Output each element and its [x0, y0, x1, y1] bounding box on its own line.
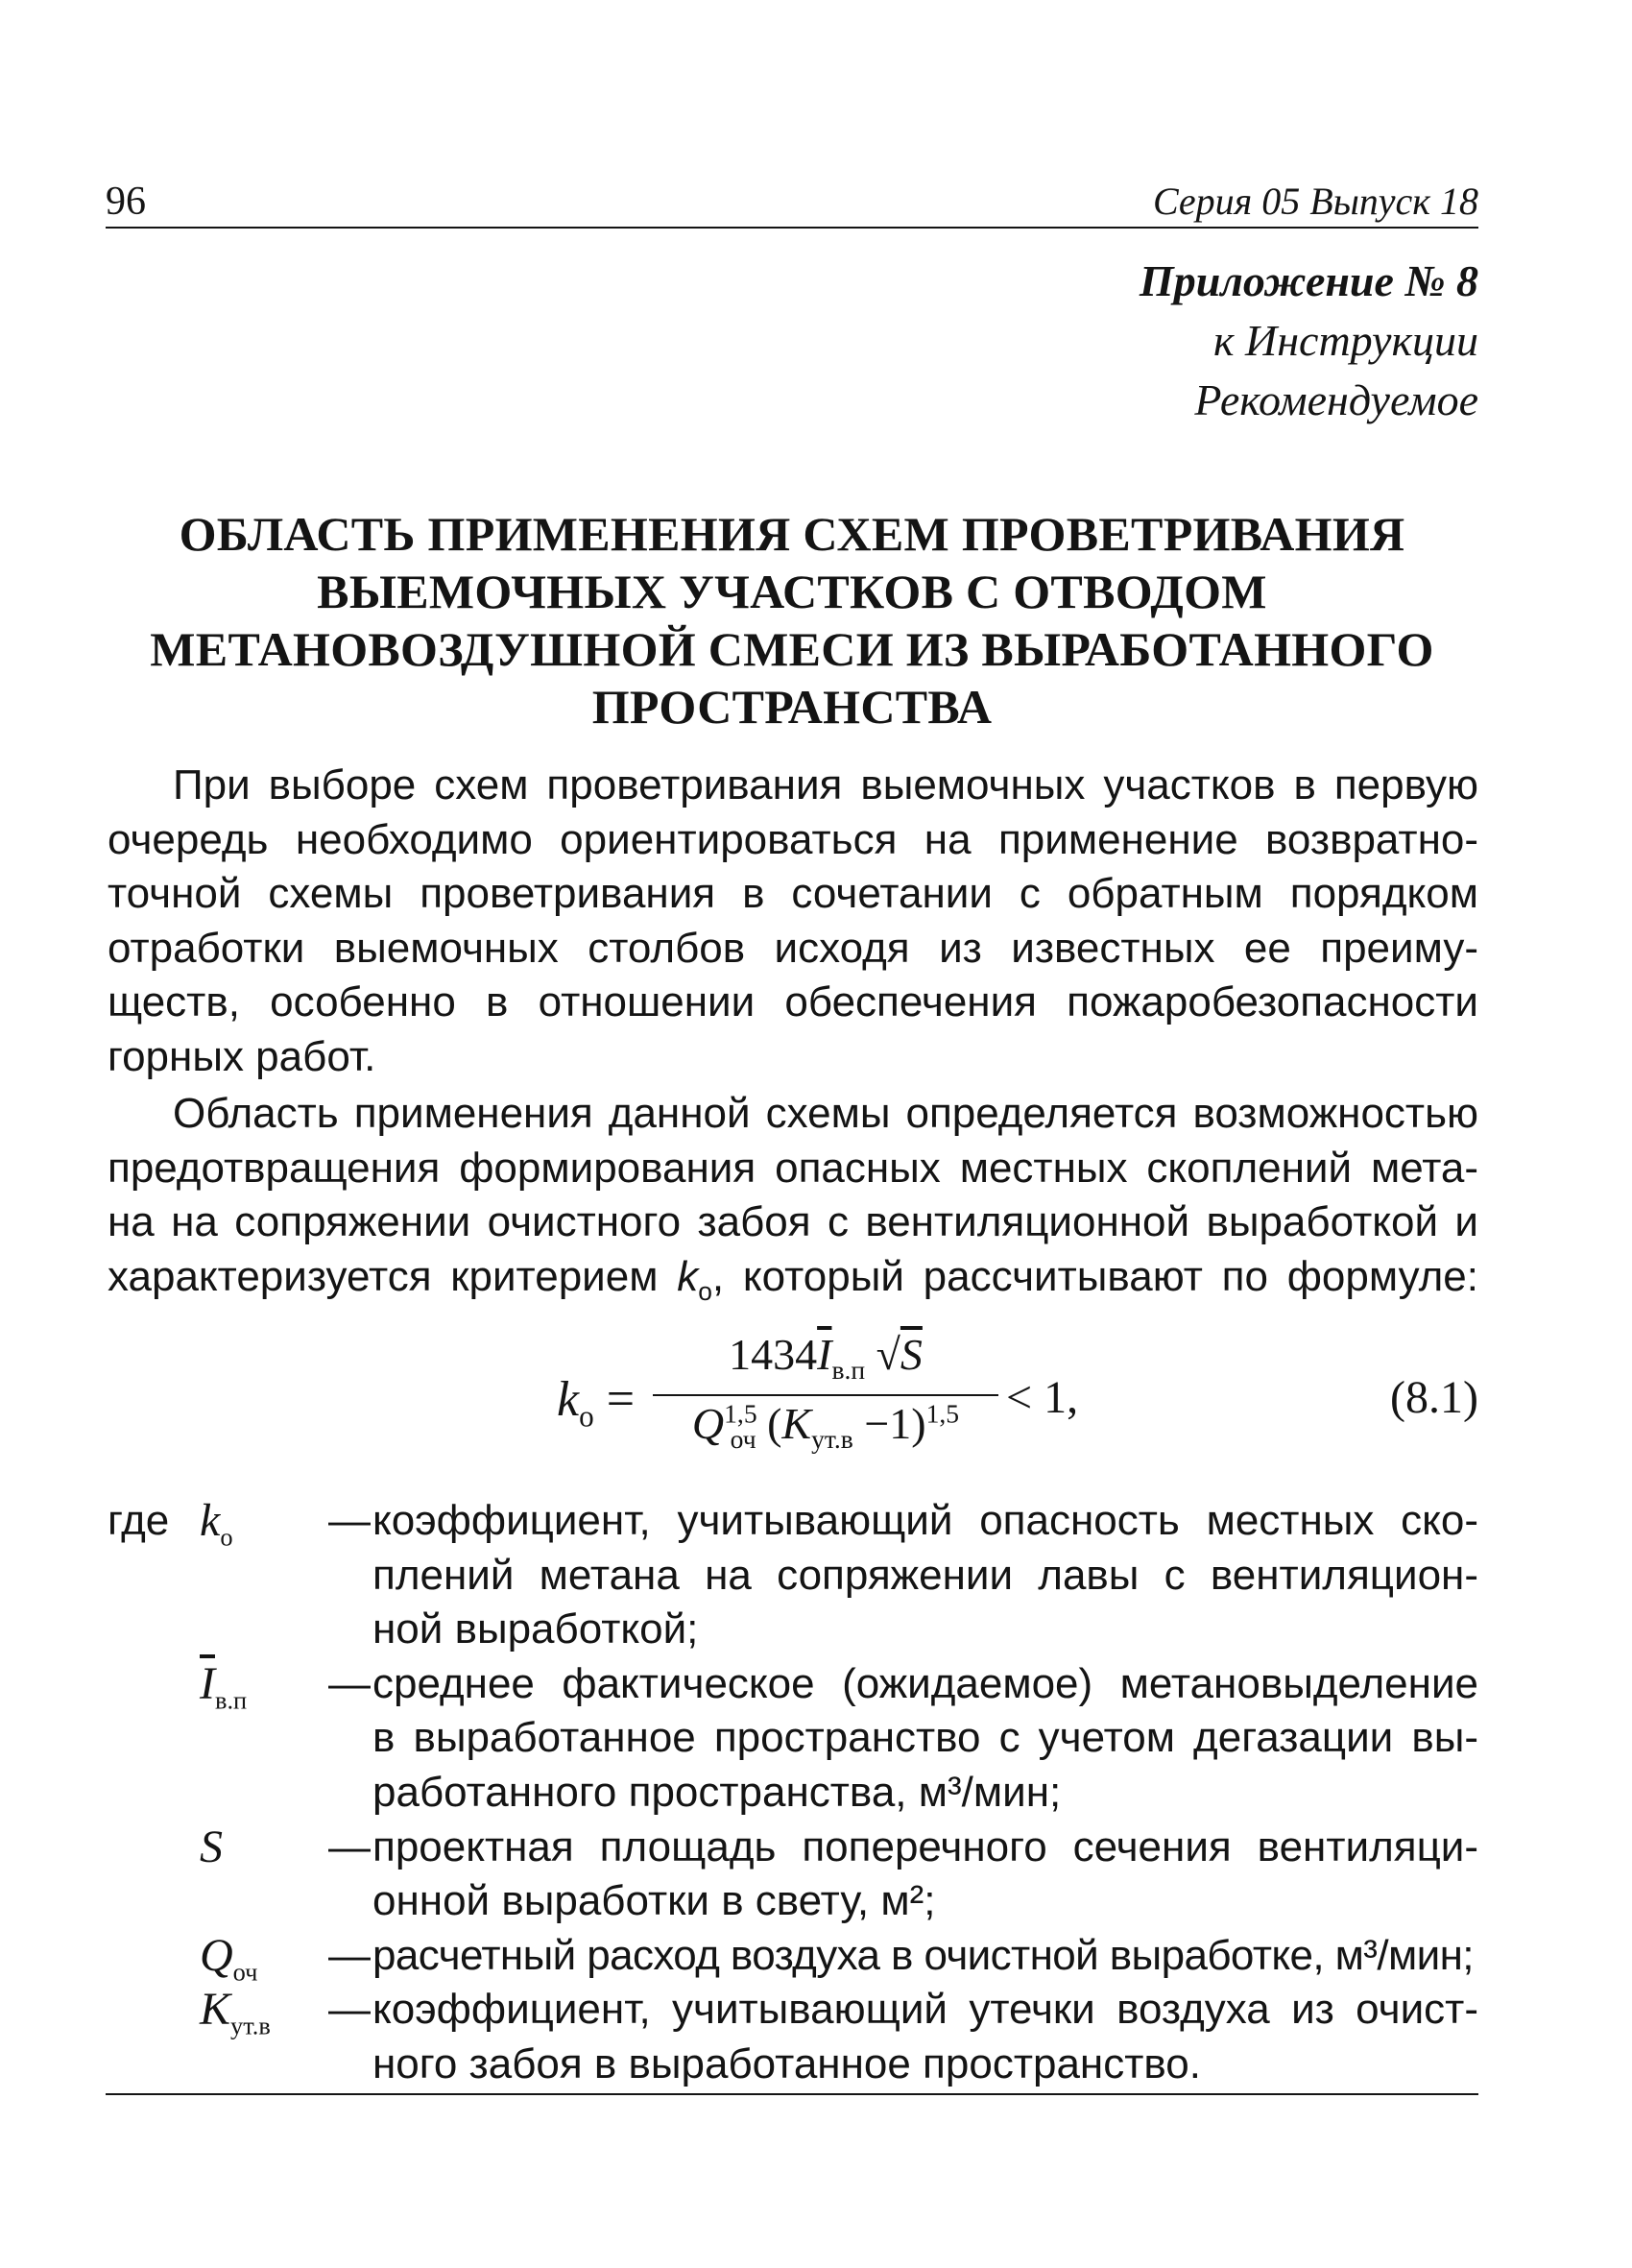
text-line: предотвращения формирования опасных местных скоплений мета- — [108, 1144, 1478, 1192]
text-line: При выборе схем проветривания выемочных участков в первую — [173, 761, 1478, 808]
section-title-line: ОБЛАСТЬ ПРИМЕНЕНИЯ СХЕМ ПРОВЕТРИВАНИЯ — [179, 507, 1405, 561]
formula-equals: = — [606, 1372, 636, 1427]
formula-subscript: ут.в — [811, 1424, 853, 1455]
formula-symbol-i: $\overline{I}$ — [817, 1330, 832, 1379]
paragraph-2 — [108, 1087, 1478, 1318]
text-line: точной схемы проветривания в сочетании с обратным порядком — [108, 870, 1478, 918]
appendix-title: Приложение № 8 — [1139, 256, 1478, 305]
formula-8-1 — [557, 1329, 1478, 1483]
formula-denominator — [653, 1398, 998, 1455]
text-line: коэффициент, учитывающий опасность местных ско- — [372, 1497, 1478, 1544]
text-fragment: характеризуется критерием — [108, 1252, 678, 1300]
formula-symbol-q: Q — [691, 1399, 725, 1448]
paragraph-1 — [108, 759, 1478, 1085]
criterion-subscript: о — [698, 1276, 712, 1306]
legend — [108, 1494, 1478, 2092]
legend-dash: — — [328, 1931, 371, 1979]
text-line: онной выработки в свету, м²; — [372, 1877, 936, 1925]
section-title-line: МЕТАНОВОЗДУШНОЙ СМЕСИ ИЗ ВЫРАБОТАННОГО — [150, 622, 1434, 676]
bottom-rule — [106, 2093, 1478, 2095]
header-rule — [106, 227, 1478, 229]
formula-subscript: оч — [730, 1424, 756, 1455]
text-line: среднее фактическое (ожидаемое) метановыделение — [372, 1659, 1478, 1707]
symbol-letter: Q — [200, 1929, 233, 1981]
running-header: Серия 05 Выпуск 18 — [1152, 180, 1478, 223]
text-line: ного забоя в выработанное пространство. — [372, 2039, 1201, 2087]
formula-symbol-s: S — [900, 1330, 923, 1379]
formula-coefficient: 1434 — [729, 1330, 818, 1379]
symbol-letter: $\overline{I}$ — [200, 1657, 215, 1709]
text-fragment: , который рассчитывают по формуле: — [711, 1252, 1478, 1300]
legend-description — [372, 1657, 1478, 1821]
symbol-subscript: ут.в — [230, 2011, 271, 2040]
formula-exponent: 1,5 — [724, 1398, 757, 1429]
legend-description — [372, 1983, 1478, 2091]
section-title-line: ПРОСТРАНСТВА — [591, 680, 993, 734]
appendix-status: Рекомендуемое — [1194, 375, 1478, 424]
text-line: коэффициент, учитывающий утечки воздуха из очист- — [372, 1986, 1478, 2034]
formula-number: (8.1) — [1390, 1372, 1478, 1423]
formula-paren: ( — [767, 1399, 782, 1448]
formula-exponent: 1,5 — [925, 1398, 960, 1429]
formula-symbol-k: K — [781, 1399, 812, 1448]
legend-dash: — — [328, 1986, 371, 2034]
legend-row — [108, 1821, 1478, 1929]
formula-rhs: < 1, — [1006, 1372, 1079, 1423]
text-line: очередь необходимо ориентироваться на применение возвратно- — [108, 815, 1478, 863]
symbol-subscript: оч — [232, 1957, 258, 1987]
page-number: 96 — [106, 180, 146, 224]
legend-row — [108, 1929, 1478, 1987]
text-line: проектная площадь поперечного сечения вентиляци- — [372, 1822, 1478, 1870]
formula-fraction-bar — [653, 1394, 998, 1396]
text-line: на на сопряжении очистного забоя с вентиляционной выработкой и — [108, 1198, 1478, 1246]
legend-description — [372, 1929, 1478, 1984]
text-line: в выработанное пространство с учетом дегазации вы- — [372, 1714, 1478, 1762]
text-line: отработки выемочных столбов исходя из известных ее преиму- — [108, 924, 1478, 972]
symbol-subscript: в.п — [214, 1685, 248, 1715]
formula-numerator — [653, 1329, 998, 1386]
legend-description — [372, 1494, 1478, 1657]
formula-minus-one: −1) — [852, 1399, 926, 1448]
symbol-letter: K — [200, 1984, 231, 2036]
text-line: Область применения данной схемы определяется возможностью — [173, 1090, 1478, 1137]
formula-subscript: в.п — [831, 1355, 866, 1386]
legend-where: где — [108, 1497, 170, 1544]
legend-dash: — — [328, 1497, 371, 1544]
symbol-letter: k — [200, 1495, 221, 1546]
symbol-letter: S — [200, 1821, 223, 1872]
text-line: ществ, особенно в отношении обеспечения пожаробезопасности — [108, 978, 1478, 1026]
text-line: плений метана на сопряжении лавы с вентиляцион- — [372, 1551, 1478, 1599]
text-line: горных работ. — [108, 1032, 376, 1080]
text-line: ной выработкой; — [372, 1605, 699, 1653]
text-line: расчетный расход воздуха в очистной выработке, м³/мин; — [372, 1931, 1474, 1979]
formula-lhs — [557, 1371, 635, 1434]
legend-row — [108, 1983, 1478, 2091]
appendix-block — [1140, 252, 1478, 430]
legend-row — [108, 1657, 1478, 1821]
text-line — [108, 1250, 1478, 1318]
formula-symbol-k: k — [557, 1372, 580, 1427]
appendix-reference: к Инструкции — [1212, 316, 1478, 365]
symbol-subscript: о — [220, 1522, 233, 1552]
text-line: работанного пространства, м³/мин; — [372, 1768, 1062, 1816]
section-title — [106, 505, 1478, 736]
legend-dash: — — [328, 1659, 371, 1707]
legend-description — [372, 1821, 1478, 1929]
formula-sqrt: √ — [876, 1330, 900, 1379]
legend-dash: — — [328, 1822, 371, 1870]
legend-row — [108, 1494, 1478, 1657]
criterion-symbol: k — [677, 1252, 699, 1300]
formula-subscript: о — [579, 1399, 594, 1434]
section-title-line: ВЫЕМОЧНЫХ УЧАСТКОВ С ОТВОДОМ — [317, 565, 1267, 618]
